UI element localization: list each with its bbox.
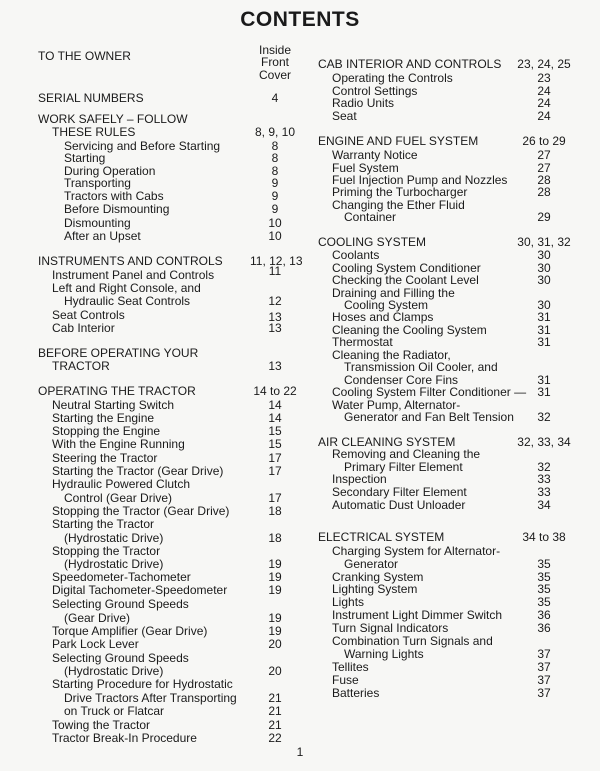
page-reference: 30 — [537, 261, 551, 275]
page-reference: 8 — [271, 139, 279, 153]
contents-entry: Warning Lights — [344, 647, 424, 661]
page-reference: 18 — [268, 504, 282, 518]
contents-entry: THESE RULES — [52, 125, 136, 139]
page-reference: 35 — [537, 595, 551, 609]
contents-entry: Hoses and Clamps — [332, 310, 434, 324]
page-reference: 19 — [268, 583, 282, 597]
page-reference: 30 — [537, 248, 551, 262]
contents-entry: Generator — [344, 557, 399, 571]
contents-entry: Lighting System — [332, 582, 418, 596]
page-reference: 8, 9, 10 — [254, 125, 296, 139]
page-reference: Inside — [258, 43, 292, 57]
section-heading: ELECTRICAL SYSTEM — [318, 530, 445, 544]
contents-entry: Before Dismounting — [64, 202, 170, 216]
contents-entry: Checking the Coolant Level — [332, 273, 479, 287]
page-reference: 35 — [537, 570, 551, 584]
contents-entry: Stopping the Engine — [52, 424, 161, 438]
page-reference: 31 — [537, 373, 551, 387]
section-heading: INSTRUMENTS AND CONTROLS — [38, 254, 223, 268]
contents-entry: Park Lock Lever — [52, 637, 139, 651]
page-reference: 14 to 22 — [253, 384, 297, 398]
contents-entry: Fuel Injection Pump and Nozzles — [332, 173, 508, 187]
page-reference: 21 — [268, 704, 282, 718]
page-reference: 20 — [268, 637, 282, 651]
page-reference: 21 — [268, 691, 282, 705]
page-reference: 35 — [537, 557, 551, 571]
contents-entry: Tractor Break-In Procedure — [52, 731, 197, 745]
page-reference: 36 — [537, 621, 551, 635]
page-reference: 11, 12, 13 — [250, 254, 303, 268]
contents-entry: Towing the Tractor — [52, 718, 151, 732]
page-reference: 15 — [268, 424, 282, 438]
page-reference: 21 — [268, 718, 282, 732]
contents-entry: Starting Procedure for Hydrostatic — [52, 677, 233, 691]
page-reference: 30 — [537, 298, 551, 312]
contents-entry: Left and Right Console, and — [52, 281, 201, 295]
contents-entry: TRACTOR — [52, 359, 110, 373]
contents-entry: Starting the Tractor (Gear Drive) — [52, 464, 224, 478]
section-heading: SERIAL NUMBERS — [38, 91, 144, 105]
page-reference: 26 to 29 — [522, 134, 566, 148]
page-reference: 37 — [537, 660, 551, 674]
page-reference: 24 — [537, 109, 551, 123]
page-reference: 19 — [268, 624, 282, 638]
contents-entry: Instrument Light Dimmer Switch — [332, 608, 503, 622]
contents-entry: Cooling System Conditioner — [332, 261, 481, 275]
contents-entry: Cleaning the Cooling System — [332, 323, 487, 337]
contents-entry: Selecting Ground Speeds — [52, 597, 189, 611]
page-reference: 27 — [537, 161, 551, 175]
contents-entry: Dismounting — [64, 216, 131, 230]
contents-entry: Generator and Fan Belt Tension — [344, 410, 514, 424]
page-reference: 23 — [537, 71, 551, 85]
contents-entry: Warranty Notice — [332, 148, 418, 162]
contents-entry: Batteries — [332, 686, 380, 700]
page-reference: 14 — [268, 398, 282, 412]
page-reference: 19 — [268, 611, 282, 625]
page-reference: 23, 24, 25 — [517, 57, 571, 71]
section-heading: TO THE OWNER — [38, 49, 131, 63]
contents-entry: Transmission Oil Cooler, and — [344, 360, 498, 374]
contents-entry: After an Upset — [64, 229, 141, 243]
page-reference: 31 — [537, 323, 551, 337]
contents-entry: Charging System for Alternator- — [332, 544, 501, 558]
contents-entry: Draining and Filling the — [332, 286, 455, 300]
page-reference: 9 — [271, 202, 279, 216]
contents-entry: Priming the Turbocharger — [332, 185, 468, 199]
page-reference: 13 — [268, 359, 282, 373]
contents-entry: Hydraulic Seat Controls — [64, 294, 191, 308]
contents-entry: With the Engine Running — [52, 437, 185, 451]
section-heading: WORK SAFELY – FOLLOW — [38, 112, 188, 126]
page-reference: 22 — [268, 731, 282, 745]
page-reference: 24 — [537, 84, 551, 98]
page-reference: 31 — [537, 385, 551, 399]
contents-entry: Tractors with Cabs — [64, 189, 164, 203]
contents-entry: Neutral Starting Switch — [52, 398, 175, 412]
page-reference: 37 — [537, 673, 551, 687]
page-reference: 34 — [537, 498, 551, 512]
page-reference: 17 — [268, 464, 282, 478]
contents-entry: (Hydrostatic Drive) — [64, 531, 164, 545]
page-reference: 17 — [268, 491, 282, 505]
contents-entry: Thermostat — [332, 335, 393, 349]
contents-entry: Torque Amplifier (Gear Drive) — [52, 624, 208, 638]
contents-entry: Instrument Panel and Controls — [52, 268, 215, 282]
page-number: 1 — [296, 745, 304, 759]
page-reference: 10 — [268, 216, 282, 230]
contents-entry: Steering the Tractor — [52, 451, 158, 465]
contents-entry: Cleaning the Radiator, — [332, 348, 451, 362]
section-heading: CAB INTERIOR AND CONTROLS — [318, 57, 502, 71]
page-reference: 33 — [537, 472, 551, 486]
page-reference: 28 — [537, 173, 551, 187]
contents-entry: During Operation — [64, 164, 156, 178]
page-reference: 32 — [537, 410, 551, 424]
page-reference: 19 — [268, 570, 282, 584]
contents-entry: Servicing and Before Starting — [64, 139, 221, 153]
page-reference: 27 — [537, 148, 551, 162]
page-reference: 24 — [537, 96, 551, 110]
contents-entry: Primary Filter Element — [344, 460, 463, 474]
page-reference: 12 — [268, 294, 282, 308]
page-reference: 8 — [271, 151, 279, 165]
contents-entry: on Truck or Flatcar — [64, 704, 165, 718]
contents-entry: Speedometer-Tachometer — [52, 570, 191, 584]
contents-entry: Coolants — [332, 248, 380, 262]
page-reference: 20 — [268, 664, 282, 678]
contents-entry: Seat Controls — [52, 308, 125, 322]
page-reference: 10 — [268, 229, 282, 243]
page-reference: 34 to 38 — [522, 530, 566, 544]
page-reference: 37 — [537, 686, 551, 700]
page-reference: 32 — [537, 460, 551, 474]
contents-entry: Lights — [332, 595, 365, 609]
page-reference: 31 — [537, 310, 551, 324]
contents-entry: Control (Gear Drive) — [64, 491, 173, 505]
contents-entry: Secondary Filter Element — [332, 485, 467, 499]
contents-entry: Control Settings — [332, 84, 418, 98]
page-reference: 17 — [268, 451, 282, 465]
page-reference: 4 — [271, 91, 279, 105]
page-reference: 33 — [537, 485, 551, 499]
page-reference: 18 — [268, 531, 282, 545]
page-reference: 13 — [268, 321, 282, 335]
contents-entry: Cranking System — [332, 570, 424, 584]
page-reference: 8 — [271, 164, 279, 178]
page-reference: 30, 31, 32 — [517, 235, 571, 249]
page-reference: 29 — [537, 210, 551, 224]
page-reference: Front — [260, 55, 289, 69]
contents-entry: Selecting Ground Speeds — [52, 651, 189, 665]
page-reference: 13 — [268, 310, 282, 324]
contents-entry: (Gear Drive) — [64, 611, 131, 625]
page-reference: 31 — [537, 335, 551, 349]
contents-entry: Digital Tachometer-Speedometer — [52, 583, 228, 597]
contents-entry: Transporting — [64, 176, 131, 190]
page-reference: 35 — [537, 582, 551, 596]
contents-entry: Stopping the Tractor — [52, 544, 161, 558]
page-reference: 30 — [537, 273, 551, 287]
contents-entry: Starting the Engine — [52, 411, 155, 425]
contents-entry: (Hydrostatic Drive) — [64, 557, 164, 571]
page-reference: 28 — [537, 185, 551, 199]
contents-entry: Cooling System — [344, 298, 429, 312]
contents-entry: Condenser Core Fins — [344, 373, 459, 387]
page-reference: 11 — [268, 264, 282, 278]
page-reference: 36 — [537, 608, 551, 622]
contents-entry: Container — [344, 210, 397, 224]
contents-entry: Drive Tractors After Transporting — [64, 691, 237, 705]
contents-entry: Tellites — [332, 660, 369, 674]
page-reference: 15 — [268, 437, 282, 451]
contents-entry: Starting — [64, 151, 106, 165]
section-heading: AIR CLEANING SYSTEM — [318, 435, 456, 449]
contents-entry: Automatic Dust Unloader — [332, 498, 466, 512]
contents-entry: Combination Turn Signals and — [332, 634, 493, 648]
contents-entry: Cooling System Filter Conditioner — — [332, 385, 527, 399]
section-heading: BEFORE OPERATING YOUR — [38, 346, 199, 360]
contents-entry: Hydraulic Powered Clutch — [52, 477, 191, 491]
page-reference: 14 — [268, 411, 282, 425]
page-title: CONTENTS — [240, 8, 360, 31]
page-reference: Cover — [258, 68, 291, 82]
section-heading: ENGINE AND FUEL SYSTEM — [318, 134, 479, 148]
contents-entry: Seat — [332, 109, 357, 123]
contents-entry: Turn Signal Indicators — [332, 621, 449, 635]
section-heading: COOLING SYSTEM — [318, 235, 427, 249]
page-reference: 9 — [271, 176, 279, 190]
contents-entry: Changing the Ether Fluid — [332, 198, 465, 212]
page-reference: 9 — [271, 189, 279, 203]
contents-entry: Fuel System — [332, 161, 399, 175]
contents-entry: Water Pump, Alternator- — [332, 398, 461, 412]
contents-entry: Starting the Tractor — [52, 517, 155, 531]
contents-entry: Stopping the Tractor (Gear Drive) — [52, 504, 230, 518]
page-reference: 37 — [537, 647, 551, 661]
contents-entry: Cab Interior — [52, 321, 115, 335]
page-reference: 32, 33, 34 — [517, 435, 571, 449]
section-heading: OPERATING THE TRACTOR — [38, 384, 196, 398]
contents-entry: Fuse — [332, 673, 359, 687]
contents-entry: Inspection — [332, 472, 387, 486]
contents-entry: Operating the Controls — [332, 71, 453, 85]
contents-entry: Removing and Cleaning the — [332, 447, 481, 461]
contents-entry: (Hydrostatic Drive) — [64, 664, 164, 678]
page-reference: 19 — [268, 557, 282, 571]
contents-entry: Radio Units — [332, 96, 395, 110]
